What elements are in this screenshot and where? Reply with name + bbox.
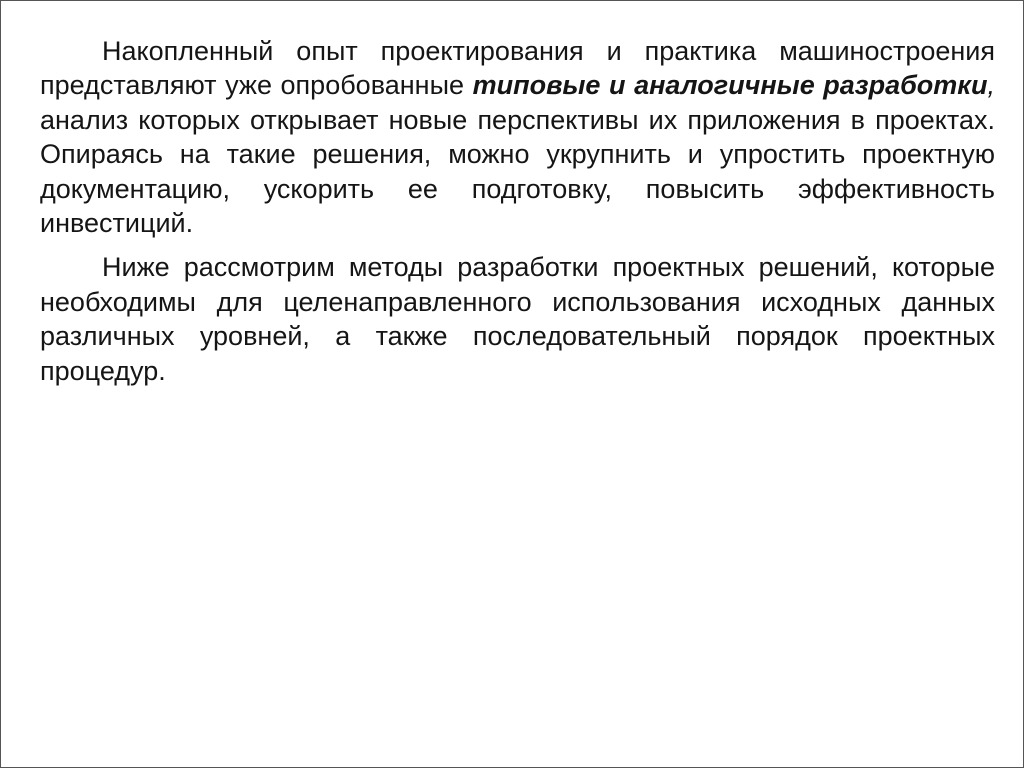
paragraph-1-text-end: анализ которых открывает новые перспективы их приложения в проектах. Опираясь на такие решения, можно укрупнить и упростить проектную документацию, ускорить ее подготовку, повысить эффективность инвестиций. <box>40 104 995 239</box>
paragraph-2-text: Ниже рассмотрим методы разработки проектных решений, которые необходимы для целенаправленного использования исходных данных различных уровней, а также последовательный порядок проектных процедур. <box>40 252 995 386</box>
paragraph-2 <box>40 250 995 388</box>
slide-body <box>40 34 995 388</box>
emphasis-comma: , <box>987 70 995 101</box>
paragraph-1-text-start: Накопленный опыт проектирования и практика машиностроения представляют уже опробованные <box>40 36 995 101</box>
emphasized-term: типовые и аналогичные разработки <box>472 70 988 101</box>
paragraph-1 <box>40 34 995 240</box>
